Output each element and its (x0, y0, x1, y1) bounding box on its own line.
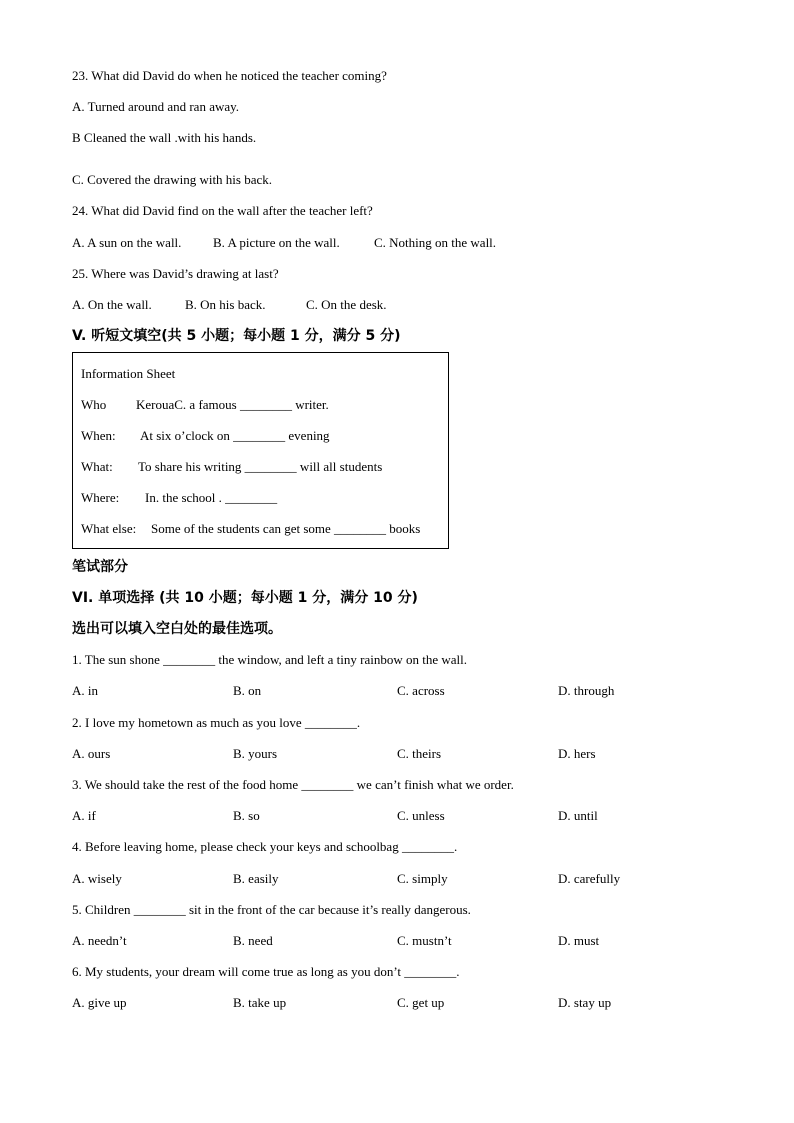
q4-option-d: D. carefully (558, 871, 621, 886)
q5-option-d: D. must (558, 933, 600, 948)
q5-option-b: B. need (233, 933, 273, 948)
q1-option-d: D. through (558, 683, 615, 698)
q5-option-a: A. needn’t (72, 933, 127, 948)
sheet-row-what-else: What else: Some of the students can get some ________ books (81, 521, 421, 536)
q4-option-b: B. easily (233, 871, 279, 886)
q2-option-d: D. hers (558, 746, 596, 761)
sheet-row-where: Where: In. the school . ________ (81, 490, 278, 505)
q23-option-b: B Cleaned the wall .with his hands. (72, 130, 257, 145)
q3-option-a: A. if (72, 808, 96, 823)
q6-option-c: C. get up (397, 995, 445, 1010)
q4-option-c: C. simply (397, 871, 448, 886)
q23-option-a: A. Turned around and ran away. (72, 99, 240, 114)
sheet-row-when: When: At six o’clock on ________ evening (81, 428, 330, 443)
written-part-heading: 笔试部分 (72, 559, 128, 575)
question-3: 3. We should take the rest of the food home ________ we can’t finish what we order. (72, 777, 514, 792)
q6-option-d: D. stay up (558, 995, 612, 1010)
q4-option-a: A. wisely (72, 871, 122, 886)
q25-option-b: B. On his back. (185, 297, 266, 312)
q3-option-c: C. unless (397, 808, 445, 823)
question-6: 6. My students, your dream will come true as long as you don’t ________. (72, 964, 460, 979)
sheet-row-what: What: To share his writing ________ will all students (81, 459, 383, 474)
q1-option-c: C. across (397, 683, 445, 698)
question-2: 2. I love my hometown as much as you love ________. (72, 715, 361, 730)
section-5-heading: V. 听短文填空(共 5 小题；每小题 1 分，满分 5 分) (72, 328, 401, 344)
question-4: 4. Before leaving home, please check your keys and schoolbag ________. (72, 839, 458, 854)
q6-option-a: A. give up (72, 995, 127, 1010)
section-6-instruction: 选出可以填入空白处的最佳选项。 (72, 621, 282, 637)
information-sheet (72, 352, 449, 549)
q1-option-a: A. in (72, 683, 98, 698)
q3-option-b: B. so (233, 808, 260, 823)
q25-option-c: C. On the desk. (306, 297, 387, 312)
question-24: 24. What did David find on the wall after the teacher left? (72, 203, 373, 218)
q6-option-b: B. take up (233, 995, 287, 1010)
q2-option-c: C. theirs (397, 746, 442, 761)
sheet-title: Information Sheet (81, 366, 176, 381)
q24-option-a: A. A sun on the wall. (72, 235, 182, 250)
q3-option-d: D. until (558, 808, 598, 823)
q5-option-c: C. mustn’t (397, 933, 452, 948)
q2-option-b: B. yours (233, 746, 278, 761)
question-1: 1. The sun shone ________ the window, and left a tiny rainbow on the wall. (72, 652, 467, 667)
q24-option-b: B. A picture on the wall. (213, 235, 340, 250)
section-6-heading: VI. 单项选择 (共 10 小题；每小题 1 分，满分 10 分) (72, 590, 418, 606)
sheet-row-who: Who KerouaC. a famous ________ writer. (81, 397, 329, 412)
question-23: 23. What did David do when he noticed the teacher coming? (72, 68, 387, 83)
q25-option-a: A. On the wall. (72, 297, 152, 312)
q23-option-c: C. Covered the drawing with his back. (72, 172, 273, 187)
q1-option-b: B. on (233, 683, 262, 698)
q2-option-a: A. ours (72, 746, 111, 761)
question-25: 25. Where was David’s drawing at last? (72, 266, 279, 281)
q24-option-c: C. Nothing on the wall. (374, 235, 497, 250)
question-5: 5. Children ________ sit in the front of the car because it’s really dangerous. (72, 902, 471, 917)
